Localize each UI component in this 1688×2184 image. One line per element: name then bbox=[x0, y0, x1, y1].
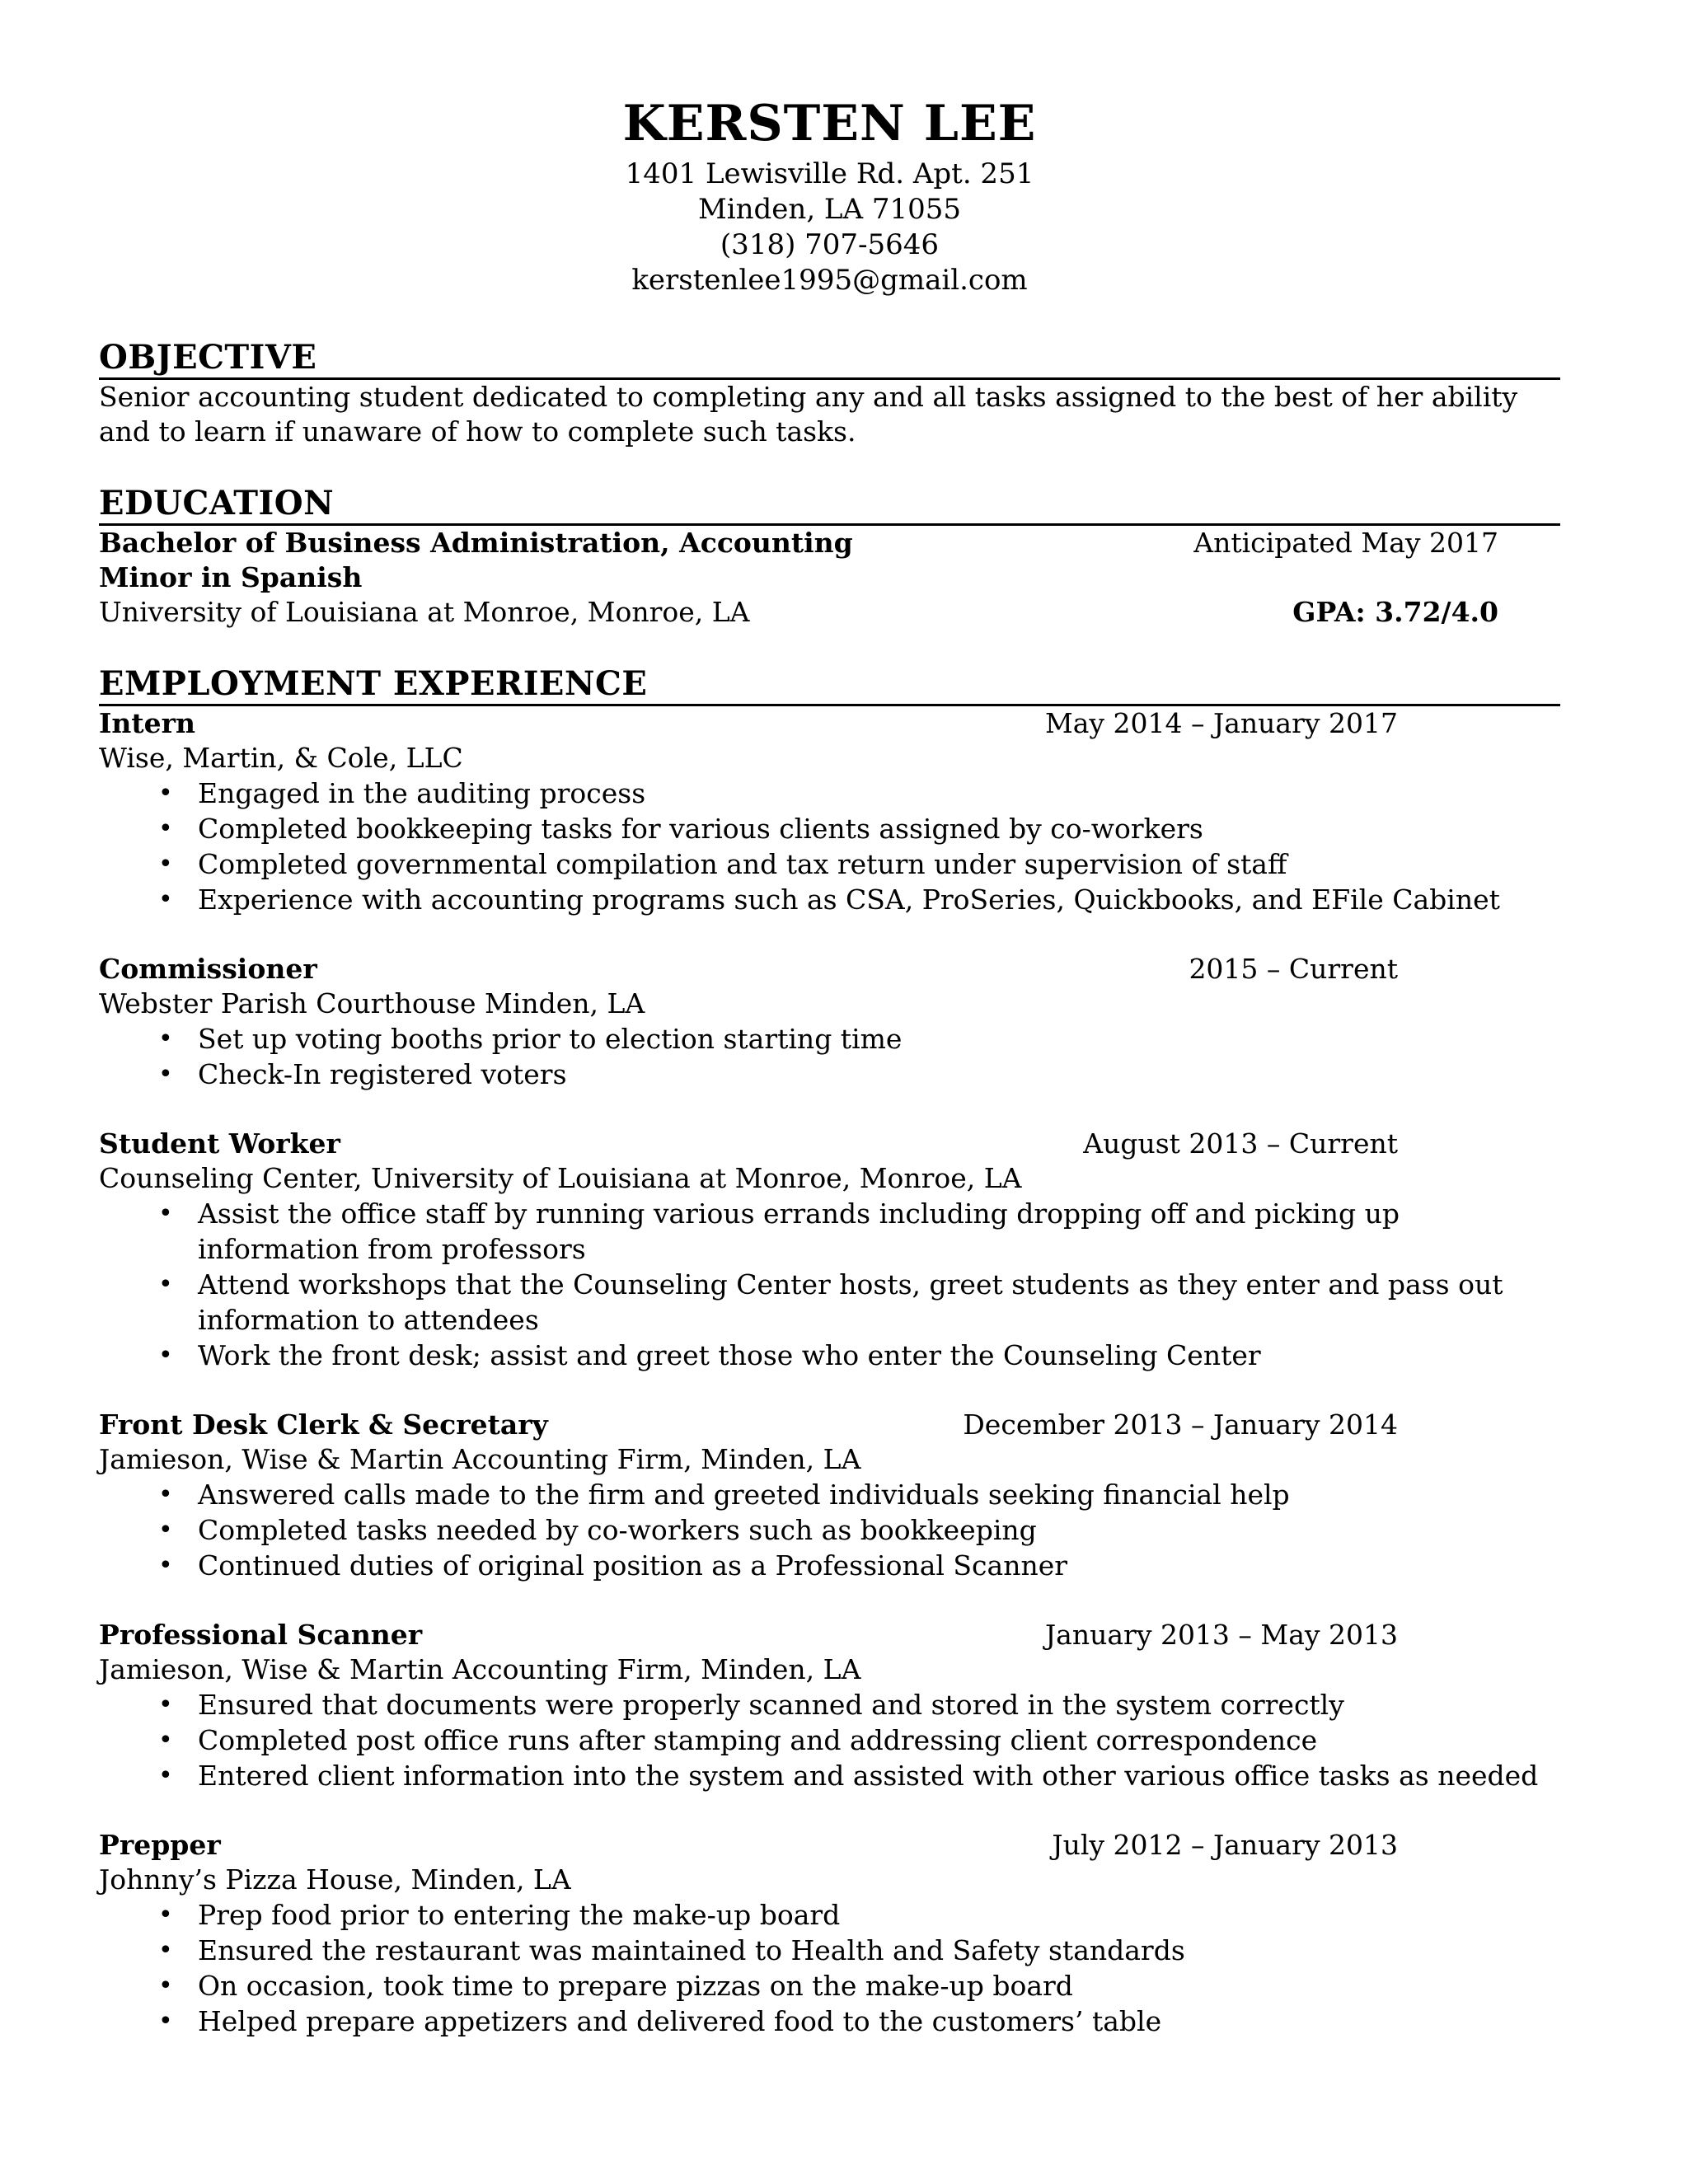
job-title: Student Worker bbox=[99, 1127, 340, 1160]
job-duties-list bbox=[99, 776, 1560, 917]
job-duties-list bbox=[99, 1477, 1560, 1583]
job-duty-text: Attend workshops that the Counseling Center hosts, greet students as they enter and pass out information to attendees bbox=[198, 1268, 1503, 1336]
bullet-icon: • bbox=[158, 1690, 173, 1719]
bullet-icon: • bbox=[158, 1936, 173, 1965]
job-title-row bbox=[99, 1127, 1560, 1161]
bullet-icon: • bbox=[158, 814, 173, 843]
job-entry bbox=[99, 706, 1560, 917]
bullet-icon: • bbox=[158, 779, 173, 808]
job-dates: January 2013 – May 2013 bbox=[1044, 1619, 1398, 1651]
job-title: Professional Scanner bbox=[99, 1619, 423, 1651]
job-employer: Johnny’s Pizza House, Minden, LA bbox=[99, 1863, 571, 1896]
bullet-icon: • bbox=[158, 1060, 173, 1089]
employment-heading: EMPLOYMENT EXPERIENCE bbox=[99, 664, 1560, 706]
job-duty-text: Answered calls made to the firm and greeted individuals seeking financial help bbox=[198, 1479, 1290, 1511]
job-duty-item bbox=[99, 1722, 1560, 1758]
job-title-row bbox=[99, 1408, 1560, 1442]
job-duty-item bbox=[99, 1477, 1560, 1512]
job-duty-text: Engaged in the auditing process bbox=[198, 777, 646, 809]
job-duty-item bbox=[99, 2004, 1560, 2039]
address-line-1: 1401 Lewisville Rd. Apt. 251 bbox=[625, 157, 1034, 190]
job-title: Prepper bbox=[99, 1829, 221, 1861]
job-title-row bbox=[99, 706, 1560, 741]
candidate-name: KERSTEN LEE bbox=[622, 95, 1037, 152]
job-duty-item bbox=[99, 1758, 1560, 1793]
job-entry bbox=[99, 1408, 1560, 1583]
bullet-icon: • bbox=[158, 1024, 173, 1053]
job-duty-text: On occasion, took time to prepare pizzas on the make-up board bbox=[198, 1970, 1073, 2002]
job-dates: 2015 – Current bbox=[1189, 953, 1398, 985]
job-duty-text: Assist the office staff by running various errands including dropping off and picking up information from professors bbox=[198, 1197, 1400, 1265]
job-dates: December 2013 – January 2014 bbox=[963, 1408, 1398, 1441]
job-duties-list bbox=[99, 1196, 1560, 1373]
job-duty-item bbox=[99, 1057, 1560, 1092]
job-dates: July 2012 – January 2013 bbox=[1052, 1829, 1398, 1861]
job-list bbox=[99, 706, 1560, 2039]
job-duty-item bbox=[99, 882, 1560, 917]
bullet-icon: • bbox=[158, 1971, 173, 2000]
school-row bbox=[99, 595, 1560, 630]
job-duty-item bbox=[99, 811, 1560, 846]
job-duty-text: Check-In registered voters bbox=[198, 1058, 567, 1090]
job-duty-text: Ensured that documents were properly scanned and stored in the system correctly bbox=[198, 1689, 1344, 1721]
job-entry bbox=[99, 952, 1560, 1092]
job-duty-text: Work the front desk; assist and greet those who enter the Counseling Center bbox=[198, 1339, 1261, 1371]
bullet-icon: • bbox=[158, 1551, 173, 1580]
bullet-icon: • bbox=[158, 885, 173, 914]
job-duty-item bbox=[99, 1021, 1560, 1057]
job-duty-item bbox=[99, 1512, 1560, 1548]
degree-title: Bachelor of Business Administration, Accounting bbox=[99, 527, 853, 559]
degree-row bbox=[99, 526, 1560, 560]
bullet-icon: • bbox=[158, 1341, 173, 1370]
job-duty-item bbox=[99, 1267, 1560, 1338]
job-duty-item bbox=[99, 1338, 1560, 1373]
job-duty-item bbox=[99, 776, 1560, 811]
job-employer: Webster Parish Courthouse Minden, LA bbox=[99, 987, 645, 1019]
job-duty-text: Completed bookkeeping tasks for various clients assigned by co-workers bbox=[198, 813, 1203, 845]
job-duty-text: Completed tasks needed by co-workers such as bookkeeping bbox=[198, 1514, 1037, 1546]
job-entry bbox=[99, 1127, 1560, 1373]
education-section bbox=[99, 484, 1560, 630]
bullet-icon: • bbox=[158, 1516, 173, 1544]
job-duties-list bbox=[99, 1687, 1560, 1793]
job-duty-item bbox=[99, 1548, 1560, 1583]
job-title-row bbox=[99, 1618, 1560, 1652]
bullet-icon: • bbox=[158, 1270, 173, 1299]
objective-section bbox=[99, 338, 1560, 449]
job-title-row bbox=[99, 1828, 1560, 1863]
job-duty-text: Entered client information into the system and assisted with other various office tasks as needed bbox=[198, 1760, 1539, 1792]
email-address: kerstenlee1995@gmail.com bbox=[631, 264, 1028, 297]
gpa-value: GPA: 3.72/4.0 bbox=[1292, 596, 1498, 628]
job-title-row bbox=[99, 952, 1560, 987]
job-title: Commissioner bbox=[99, 953, 317, 985]
bullet-icon: • bbox=[158, 1726, 173, 1755]
job-duty-text: Helped prepare appetizers and delivered food to the customers’ table bbox=[198, 2005, 1162, 2037]
objective-text: Senior accounting student dedicated to completing any and all tasks assigned to the best of her ability and to learn if unaware of how to complete such tasks. bbox=[99, 381, 1518, 448]
address-line-2: Minden, LA 71055 bbox=[697, 193, 962, 226]
employment-section bbox=[99, 664, 1560, 2039]
job-duty-text: Set up voting booths prior to election starting time bbox=[198, 1023, 903, 1055]
job-dates: May 2014 – January 2017 bbox=[1044, 707, 1398, 739]
job-employer: Jamieson, Wise & Martin Accounting Firm, Minden, LA bbox=[99, 1653, 861, 1685]
job-employer: Jamieson, Wise & Martin Accounting Firm, Minden, LA bbox=[99, 1443, 861, 1475]
phone-number: (318) 707-5646 bbox=[720, 228, 940, 261]
bullet-icon: • bbox=[158, 2007, 173, 2036]
bullet-icon: • bbox=[158, 850, 173, 879]
job-duties-list bbox=[99, 1897, 1560, 2039]
education-heading: EDUCATION bbox=[99, 484, 1560, 526]
degree-date: Anticipated May 2017 bbox=[1193, 527, 1498, 559]
minor-title: Minor in Spanish bbox=[99, 561, 363, 593]
job-duty-item bbox=[99, 1968, 1560, 2004]
job-duty-text: Experience with accounting programs such as CSA, ProSeries, Quickbooks, and EFile Cabinet bbox=[198, 883, 1500, 916]
job-entry bbox=[99, 1618, 1560, 1793]
bullet-icon: • bbox=[158, 1761, 173, 1790]
objective-heading: OBJECTIVE bbox=[99, 338, 1560, 380]
job-duty-item bbox=[99, 1687, 1560, 1722]
school-name: University of Louisiana at Monroe, Monroe, LA bbox=[99, 596, 750, 628]
job-dates: August 2013 – Current bbox=[1083, 1127, 1398, 1160]
job-duty-item bbox=[99, 846, 1560, 882]
job-duty-text: Prep food prior to entering the make-up board bbox=[198, 1899, 841, 1931]
resume-header bbox=[99, 91, 1560, 298]
bullet-icon: • bbox=[158, 1480, 173, 1509]
job-duty-text: Completed governmental compilation and tax return under supervision of staff bbox=[198, 848, 1287, 880]
job-duties-list bbox=[99, 1021, 1560, 1092]
job-duty-item bbox=[99, 1897, 1560, 1933]
job-duty-text: Ensured the restaurant was maintained to Health and Safety standards bbox=[198, 1934, 1185, 1966]
job-duty-item bbox=[99, 1196, 1560, 1267]
job-employer: Wise, Martin, & Cole, LLC bbox=[99, 742, 463, 774]
job-duty-item bbox=[99, 1933, 1560, 1968]
bullet-icon: • bbox=[158, 1900, 173, 1929]
job-entry bbox=[99, 1828, 1560, 2039]
job-title: Front Desk Clerk & Secretary bbox=[99, 1408, 548, 1441]
job-duty-text: Continued duties of original position as a Professional Scanner bbox=[198, 1549, 1068, 1582]
bullet-icon: • bbox=[158, 1199, 173, 1228]
job-title: Intern bbox=[99, 707, 196, 739]
job-duty-text: Completed post office runs after stamping and addressing client correspondence bbox=[198, 1724, 1318, 1756]
job-employer: Counseling Center, University of Louisiana at Monroe, Monroe, LA bbox=[99, 1162, 1022, 1194]
